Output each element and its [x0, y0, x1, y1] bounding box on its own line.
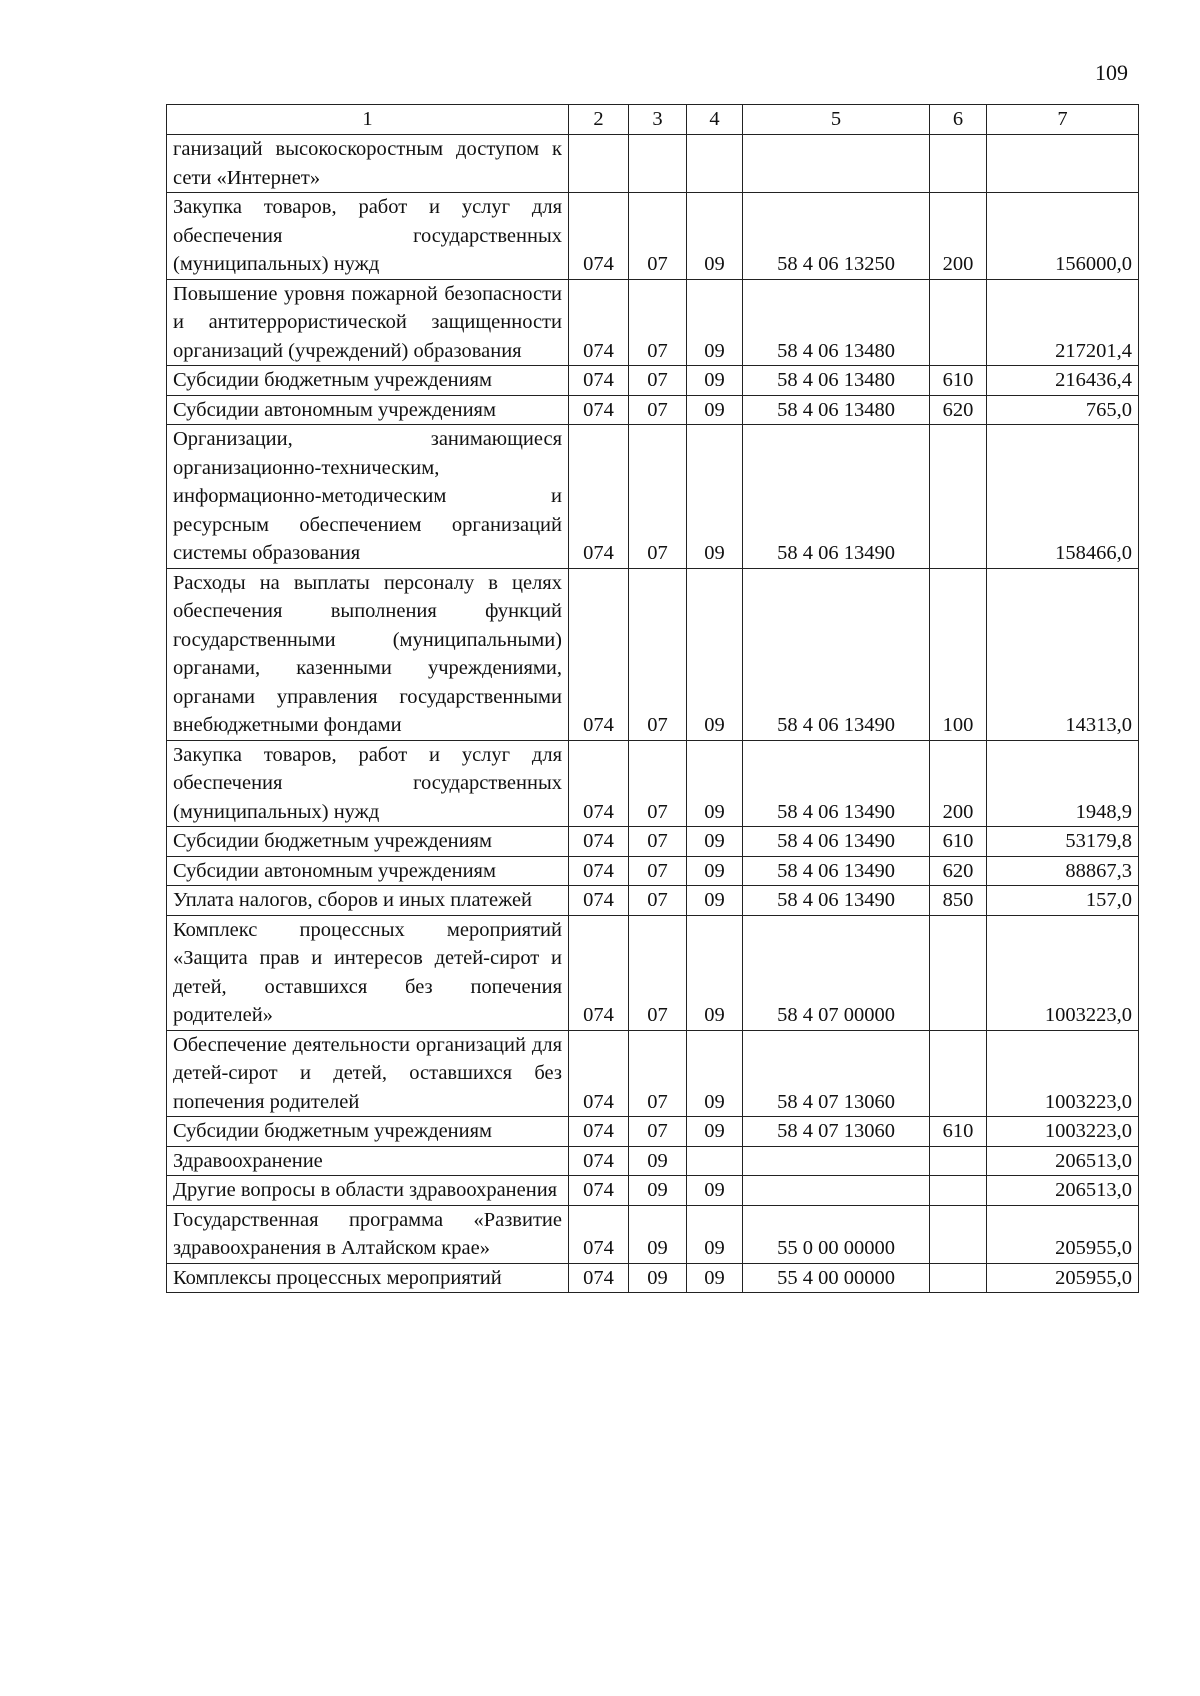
cell-amount: 1003223,0 [987, 1117, 1139, 1147]
table-row [167, 568, 1139, 740]
cell-amount: 206513,0 [987, 1176, 1139, 1206]
cell-subsection: 09 [687, 568, 743, 740]
cell-target: 58 4 07 00000 [743, 915, 930, 1030]
cell-amount: 1948,9 [987, 740, 1139, 827]
cell-target: 58 4 06 13490 [743, 740, 930, 827]
cell-amount: 205955,0 [987, 1263, 1139, 1293]
cell-name: Комплексы процессных мероприятий [167, 1263, 569, 1293]
table-row [167, 135, 1139, 193]
header-cell-subsection: 4 [687, 105, 743, 135]
table-row [167, 366, 1139, 396]
cell-section: 09 [629, 1146, 687, 1176]
cell-target [743, 135, 930, 193]
cell-name: Здравоохранение [167, 1146, 569, 1176]
cell-amount [987, 135, 1139, 193]
header-cell-ministry: 2 [569, 105, 629, 135]
cell-section: 07 [629, 279, 687, 366]
cell-ministry: 074 [569, 395, 629, 425]
cell-expense-type [930, 279, 987, 366]
cell-subsection: 09 [687, 279, 743, 366]
table-row [167, 1263, 1139, 1293]
cell-ministry: 074 [569, 193, 629, 280]
cell-target: 58 4 07 13060 [743, 1030, 930, 1117]
cell-expense-type [930, 1205, 987, 1263]
table-row [167, 1117, 1139, 1147]
table-row [167, 856, 1139, 886]
cell-ministry: 074 [569, 1176, 629, 1206]
cell-target: 58 4 06 13480 [743, 279, 930, 366]
cell-amount: 157,0 [987, 886, 1139, 916]
cell-ministry: 074 [569, 740, 629, 827]
cell-section: 07 [629, 1030, 687, 1117]
header-cell-name: 1 [167, 105, 569, 135]
cell-amount: 216436,4 [987, 366, 1139, 396]
cell-ministry: 074 [569, 1117, 629, 1147]
cell-section: 09 [629, 1176, 687, 1206]
cell-amount: 1003223,0 [987, 915, 1139, 1030]
cell-amount: 156000,0 [987, 193, 1139, 280]
table-row [167, 915, 1139, 1030]
table-row [167, 1030, 1139, 1117]
cell-target: 58 4 06 13490 [743, 856, 930, 886]
cell-section: 07 [629, 740, 687, 827]
cell-expense-type: 200 [930, 193, 987, 280]
cell-target [743, 1176, 930, 1206]
cell-name: Комплекс процессных мероприятий «Защита прав и интересов детей-сирот и детей, оставшихся без попечения родителей» [167, 915, 569, 1030]
page-number: 109 [1095, 60, 1128, 85]
cell-subsection: 09 [687, 193, 743, 280]
cell-target: 55 0 00 00000 [743, 1205, 930, 1263]
header-cell-target: 5 [743, 105, 930, 135]
budget-table [166, 104, 1139, 1293]
cell-section: 07 [629, 827, 687, 857]
cell-section: 07 [629, 395, 687, 425]
cell-ministry: 074 [569, 1146, 629, 1176]
cell-amount: 217201,4 [987, 279, 1139, 366]
cell-ministry: 074 [569, 366, 629, 396]
cell-ministry: 074 [569, 1030, 629, 1117]
cell-ministry: 074 [569, 915, 629, 1030]
cell-expense-type: 850 [930, 886, 987, 916]
cell-subsection: 09 [687, 886, 743, 916]
cell-subsection: 09 [687, 1263, 743, 1293]
cell-ministry: 074 [569, 856, 629, 886]
cell-subsection [687, 1146, 743, 1176]
cell-subsection: 09 [687, 915, 743, 1030]
cell-amount: 206513,0 [987, 1146, 1139, 1176]
cell-ministry: 074 [569, 827, 629, 857]
cell-expense-type [930, 425, 987, 569]
cell-ministry: 074 [569, 568, 629, 740]
table-row [167, 827, 1139, 857]
table-row [167, 193, 1139, 280]
table-row [167, 886, 1139, 916]
cell-subsection: 09 [687, 1030, 743, 1117]
cell-section: 07 [629, 915, 687, 1030]
cell-expense-type [930, 135, 987, 193]
cell-ministry: 074 [569, 279, 629, 366]
cell-name: ганизаций высокоскоростным доступом к сети «Интернет» [167, 135, 569, 193]
table-row [167, 279, 1139, 366]
table-row [167, 1205, 1139, 1263]
cell-name: Субсидии бюджетным учреждениям [167, 366, 569, 396]
cell-expense-type: 610 [930, 1117, 987, 1147]
cell-expense-type: 620 [930, 856, 987, 886]
cell-expense-type: 200 [930, 740, 987, 827]
cell-amount: 158466,0 [987, 425, 1139, 569]
cell-name: Расходы на выплаты персоналу в целях обеспечения выполнения функций государственными (муниципальными) органами, казенными учреждениями, органами управления государственными внебюджетными фондами [167, 568, 569, 740]
cell-name: Организации, занимающиеся организационно-техническим, информационно-методическим и ресурсным обеспечением организаций системы образования [167, 425, 569, 569]
cell-subsection: 09 [687, 1205, 743, 1263]
header-row [167, 105, 1139, 135]
table-row [167, 1176, 1139, 1206]
cell-expense-type [930, 1263, 987, 1293]
cell-section: 07 [629, 568, 687, 740]
cell-name: Закупка товаров, работ и услуг для обеспечения государственных (муниципальных) нужд [167, 193, 569, 280]
cell-subsection: 09 [687, 1117, 743, 1147]
cell-amount: 765,0 [987, 395, 1139, 425]
cell-name: Другие вопросы в области здравоохранения [167, 1176, 569, 1206]
cell-target: 58 4 06 13490 [743, 425, 930, 569]
cell-amount: 1003223,0 [987, 1030, 1139, 1117]
cell-expense-type [930, 1176, 987, 1206]
cell-ministry: 074 [569, 1263, 629, 1293]
cell-ministry: 074 [569, 1205, 629, 1263]
cell-subsection [687, 135, 743, 193]
cell-section: 07 [629, 856, 687, 886]
cell-expense-type [930, 1146, 987, 1176]
cell-subsection: 09 [687, 856, 743, 886]
cell-ministry: 074 [569, 886, 629, 916]
cell-amount: 88867,3 [987, 856, 1139, 886]
cell-target: 58 4 07 13060 [743, 1117, 930, 1147]
cell-expense-type: 620 [930, 395, 987, 425]
header-cell-amount: 7 [987, 105, 1139, 135]
cell-name: Государственная программа «Развитие здравоохранения в Алтайском крае» [167, 1205, 569, 1263]
cell-subsection: 09 [687, 395, 743, 425]
cell-name: Субсидии бюджетным учреждениям [167, 827, 569, 857]
cell-target: 58 4 06 13480 [743, 395, 930, 425]
cell-section: 09 [629, 1263, 687, 1293]
table-row [167, 1146, 1139, 1176]
cell-name: Субсидии бюджетным учреждениям [167, 1117, 569, 1147]
cell-target: 58 4 06 13250 [743, 193, 930, 280]
cell-amount: 205955,0 [987, 1205, 1139, 1263]
cell-target [743, 1146, 930, 1176]
cell-section: 07 [629, 1117, 687, 1147]
cell-expense-type: 100 [930, 568, 987, 740]
cell-target: 58 4 06 13490 [743, 568, 930, 740]
cell-expense-type: 610 [930, 827, 987, 857]
header-cell-section: 3 [629, 105, 687, 135]
cell-expense-type: 610 [930, 366, 987, 396]
table-body [167, 135, 1139, 1293]
cell-subsection: 09 [687, 827, 743, 857]
cell-expense-type [930, 915, 987, 1030]
cell-name: Уплата налогов, сборов и иных платежей [167, 886, 569, 916]
cell-target: 58 4 06 13490 [743, 886, 930, 916]
cell-target: 58 4 06 13480 [743, 366, 930, 396]
cell-subsection: 09 [687, 425, 743, 569]
cell-subsection: 09 [687, 1176, 743, 1206]
header-cell-expense-type: 6 [930, 105, 987, 135]
cell-section [629, 135, 687, 193]
cell-name: Обеспечение деятельности организаций для детей-сирот и детей, оставшихся без попечения родителей [167, 1030, 569, 1117]
cell-name: Закупка товаров, работ и услуг для обеспечения государственных (муниципальных) нужд [167, 740, 569, 827]
cell-name: Субсидии автономным учреждениям [167, 395, 569, 425]
cell-section: 07 [629, 886, 687, 916]
table-row [167, 425, 1139, 569]
cell-section: 07 [629, 193, 687, 280]
cell-amount: 14313,0 [987, 568, 1139, 740]
cell-section: 09 [629, 1205, 687, 1263]
cell-subsection: 09 [687, 366, 743, 396]
cell-section: 07 [629, 425, 687, 569]
cell-expense-type [930, 1030, 987, 1117]
cell-section: 07 [629, 366, 687, 396]
cell-name: Повышение уровня пожарной безопасности и антитеррористической защищенности организаций (учреждений) образования [167, 279, 569, 366]
cell-ministry [569, 135, 629, 193]
cell-ministry: 074 [569, 425, 629, 569]
cell-name: Субсидии автономным учреждениям [167, 856, 569, 886]
table-row [167, 395, 1139, 425]
table-row [167, 740, 1139, 827]
cell-target: 58 4 06 13490 [743, 827, 930, 857]
cell-target: 55 4 00 00000 [743, 1263, 930, 1293]
cell-subsection: 09 [687, 740, 743, 827]
cell-amount: 53179,8 [987, 827, 1139, 857]
